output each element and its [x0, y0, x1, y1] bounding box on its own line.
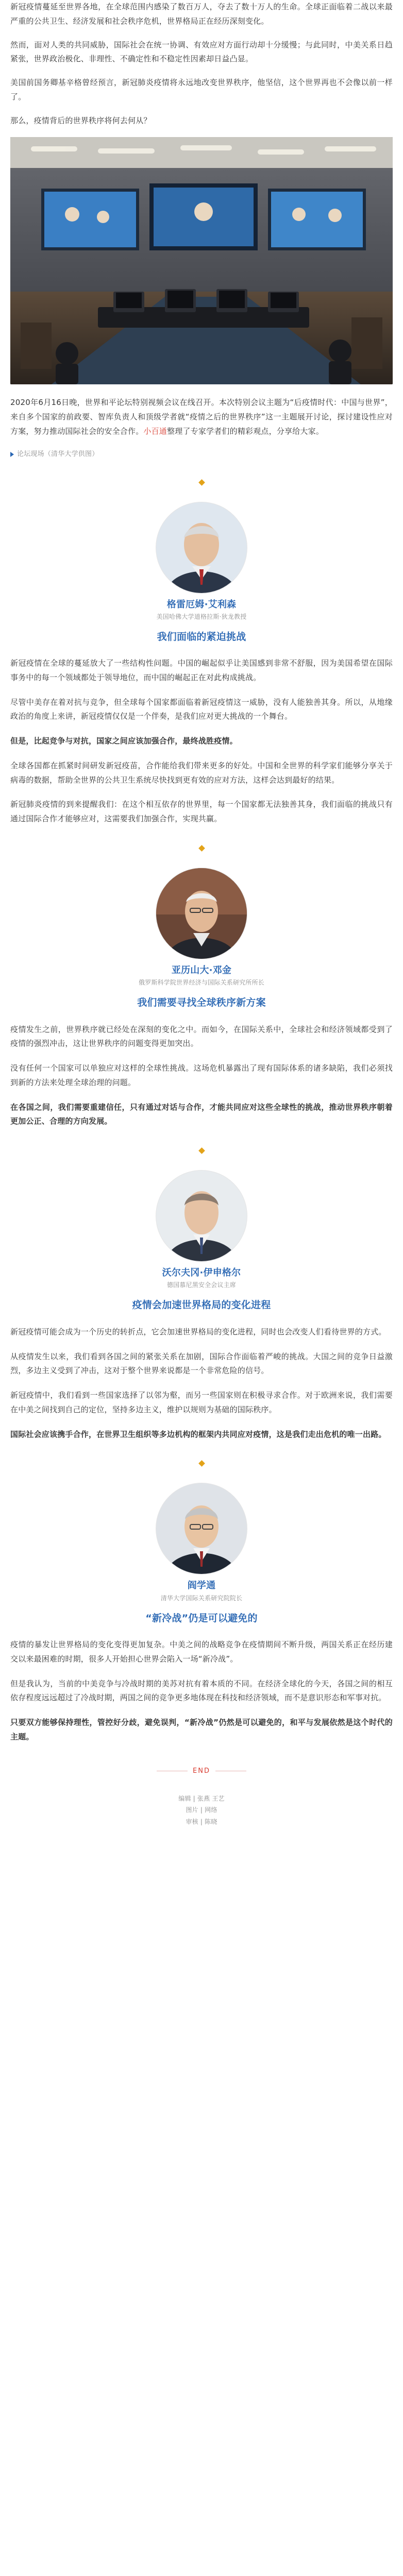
forum-photo [10, 137, 393, 384]
speaker-portrait [156, 1483, 247, 1574]
end-label: END [193, 1767, 210, 1775]
speaker-body [10, 1023, 393, 1129]
speaker-highlight: 国际社会应该携手合作，在世界卫生组织等多边机构的框架内共同应对疫情，这是我们走出危机的唯一出路。 [10, 1429, 387, 1439]
speaker-portrait-illustration [156, 1483, 247, 1574]
diamond-icon [198, 479, 205, 486]
speaker-title: 俄罗斯科学院世界经济与国际关系研究所所长 [138, 979, 264, 987]
diamond-icon [198, 1460, 205, 1467]
intro-section [10, 0, 393, 128]
speaker-paragraph: 尽管中美存在着对抗与竞争，但全球每个国家都面临着新冠疫情这一威胁，没有人能独善其身。所以，从地缘政治的角度上来讲，新冠疫情仅仅是一个伴奏，是我们应对更大挑战的一个舞台。 [10, 697, 393, 721]
speaker-highlight: 但是，比起竞争与对抗，国家之间应该加强合作，最终战胜疫情。 [10, 736, 238, 746]
speaker-name: 亚历山大·邓金 [171, 964, 232, 976]
speaker-paragraph: 疫情的暴发让世界格局的变化变得更加复杂。中美之间的战略竞争在疫情期间不断升级，两国关系正在经历建交以来最困难的时期，很多人开始担心世界会陷入一场“新冷战”。 [10, 1640, 393, 1664]
intro-paragraph-3: 美国前国务卿基辛格曾经预言，新冠肺炎疫情将永远地改变世界秩序，他坚信，这个世界再也不会像以前一样了。 [10, 78, 393, 101]
footer-line-images: 图片 | 网络 [186, 1806, 217, 1814]
speaker-headline: “新冷战”仍是可以避免的 [145, 1612, 258, 1624]
speaker-name: 格雷厄姆·艾利森 [166, 599, 237, 610]
speaker-paragraph: 从疫情发生以来，我们看到各国之间的紧张关系在加剧，国际合作面临着严峻的挑战。大国之间的竞争日益激烈，多边主义受到了冲击，这对于整个世界来说都是一个非常危险的信号。 [10, 1351, 393, 1376]
event-text-c: 整理了专家学者们的精彩观点，分享给大家。 [167, 426, 324, 436]
speaker-section-2 [10, 868, 393, 1129]
photo-caption [10, 448, 393, 461]
event-text-highlight: 小百通 [143, 426, 167, 436]
speaker-name: 阎学通 [187, 1580, 216, 1591]
speaker-body [10, 656, 393, 826]
intro-paragraph-1: 新冠疫情蔓延至世界各地，在全球范围内感染了数百万人，夺去了数十万人的生命。全球正面临着二战以来最严重的公共卫生、经济发展和社会秩序危机，世界格局正在经历深刻变化。 [10, 2, 393, 26]
intro-paragraph-4: 那么，疫情背后的世界秩序将何去何从？ [10, 115, 152, 125]
speaker-headline: 疫情会加速世界格局的变化进程 [132, 1299, 271, 1311]
speaker-body [10, 1325, 393, 1442]
speaker-section-4 [10, 1483, 393, 1744]
photo-caption-text: 论坛现场（清华大学供图） [17, 450, 99, 458]
speaker-headline: 我们需要寻找全球秩序新方案 [137, 997, 266, 1009]
speaker-portrait [156, 868, 247, 959]
section-divider [10, 846, 393, 851]
caption-arrow-icon [10, 452, 14, 457]
section-divider [10, 480, 393, 485]
speaker-highlight: 只要双方能够保持理性，管控好分歧，避免误判，“新冷战”仍然是可以避免的，和平与发展依然是这个时代的主题。 [10, 1718, 393, 1741]
footer-line-review: 审核 | 陈晓 [186, 1818, 217, 1826]
speaker-body [10, 1638, 393, 1744]
event-paragraph [10, 396, 393, 438]
footer-line-editor: 编辑 | 张燕 王艺 [178, 1794, 225, 1802]
speaker-section-1 [10, 502, 393, 826]
speaker-portrait [156, 1171, 247, 1261]
speaker-title: 清华大学国际关系研究院院长 [160, 1594, 243, 1602]
speaker-paragraph: 新冠肺炎疫情的到来提醒我们：在这个相互依存的世界里，每一个国家都无法独善其身，我们面临的挑战只有通过国际合作才能够应对，这需要我们加强合作，实现共赢。 [10, 800, 393, 824]
forum-photo-illustration [10, 137, 393, 384]
credits-footer [10, 1793, 393, 1828]
diamond-icon [198, 1147, 205, 1154]
speaker-section-3 [10, 1171, 393, 1442]
section-divider [10, 1148, 393, 1153]
speaker-portrait [156, 502, 247, 593]
speaker-name: 沃尔夫冈·伊申格尔 [162, 1267, 241, 1279]
speaker-portrait-illustration [156, 868, 247, 959]
diamond-icon [198, 845, 205, 852]
speaker-paragraph: 但是我认为，当前的中美竞争与冷战时期的美苏对抗有着本质的不同。在经济全球化的今天，各国之间的相互依存程度远远超过了冷战时期，两国之间的竞争更多地体现在科技和经济领域，而不是意识形态和军事对抗。 [10, 1679, 393, 1703]
speaker-paragraph: 没有任何一个国家可以单独应对这样的全球性挑战。这场危机暴露出了现有国际体系的诸多缺陷，我们必须找到新的方法来处理全球治理的问题。 [10, 1063, 393, 1087]
speaker-paragraph: 新冠疫情在全球的蔓延放大了一些结构性问题。中国的崛起似乎让美国感到非常不舒服，因为美国希望在国际事务中的每一个领域都处于领导地位，而中国的崛起正在对此构成挑战。 [10, 658, 393, 682]
intro-paragraph-2: 然而，面对人类的共同威胁，国际社会在统一协调、有效应对方面行动却十分缓慢；与此同时，中美关系日趋紧张，世界政治极化、非理性、不确定性和不稳定性因素却日益凸显。 [10, 40, 393, 64]
speaker-highlight: 在各国之间，我们需要重建信任，只有通过对话与合作，才能共同应对这些全球性的挑战，推动世界秩序朝着更加公正、合理的方向发展。 [10, 1102, 393, 1126]
section-divider [10, 1461, 393, 1466]
speaker-paragraph: 全球各国都在抓紧时间研发新冠疫苗，合作能给我们带来更多的好处。中国和全世界的科学家们能够分享关于病毒的数据，帮助全世界的公共卫生系统尽快找到更有效的应对方法，这样会达到最好的结果。 [10, 760, 393, 785]
speaker-portrait-illustration [156, 502, 247, 593]
speaker-paragraph: 新冠疫情可能会成为一个历史的转折点，它会加速世界格局的变化进程，同时也会改变人们看待世界的方式。 [10, 1327, 387, 1336]
speaker-title: 美国哈佛大学道格拉斯·狄龙教授 [156, 613, 247, 620]
speaker-portrait-illustration [156, 1171, 247, 1261]
end-marker [10, 1765, 393, 1777]
event-text-a: 2020年6月16日晚，世界和平论坛特别视频会议在线召开。本次特别会议主题为“后疫情时代：中国与世界”，来自多个国家的前政要、智库负责人和顶级学者就“疫情之后的世界秩序”这一主题展开讨论，探讨建设性应对方案，努力推动国际社会的安全合作。 [10, 398, 393, 436]
speaker-paragraph: 新冠疫情中，我们看到一些国家选择了以邻为壑，而另一些国家则在积极寻求合作。对于欧洲来说，我们需要在中美之间找到自己的定位，坚持多边主义，维护以规则为基础的国际秩序。 [10, 1391, 393, 1414]
speaker-title: 德国慕尼黑安全会议主席 [166, 1281, 237, 1289]
speaker-paragraph: 疫情发生之前，世界秩序就已经处在深刻的变化之中。而如今，在国际关系中，全球社会和经济领域都受到了疫情的强烈冲击，这让世界秩序的问题变得更加突出。 [10, 1024, 393, 1048]
speaker-headline: 我们面临的紧迫挑战 [157, 631, 246, 642]
